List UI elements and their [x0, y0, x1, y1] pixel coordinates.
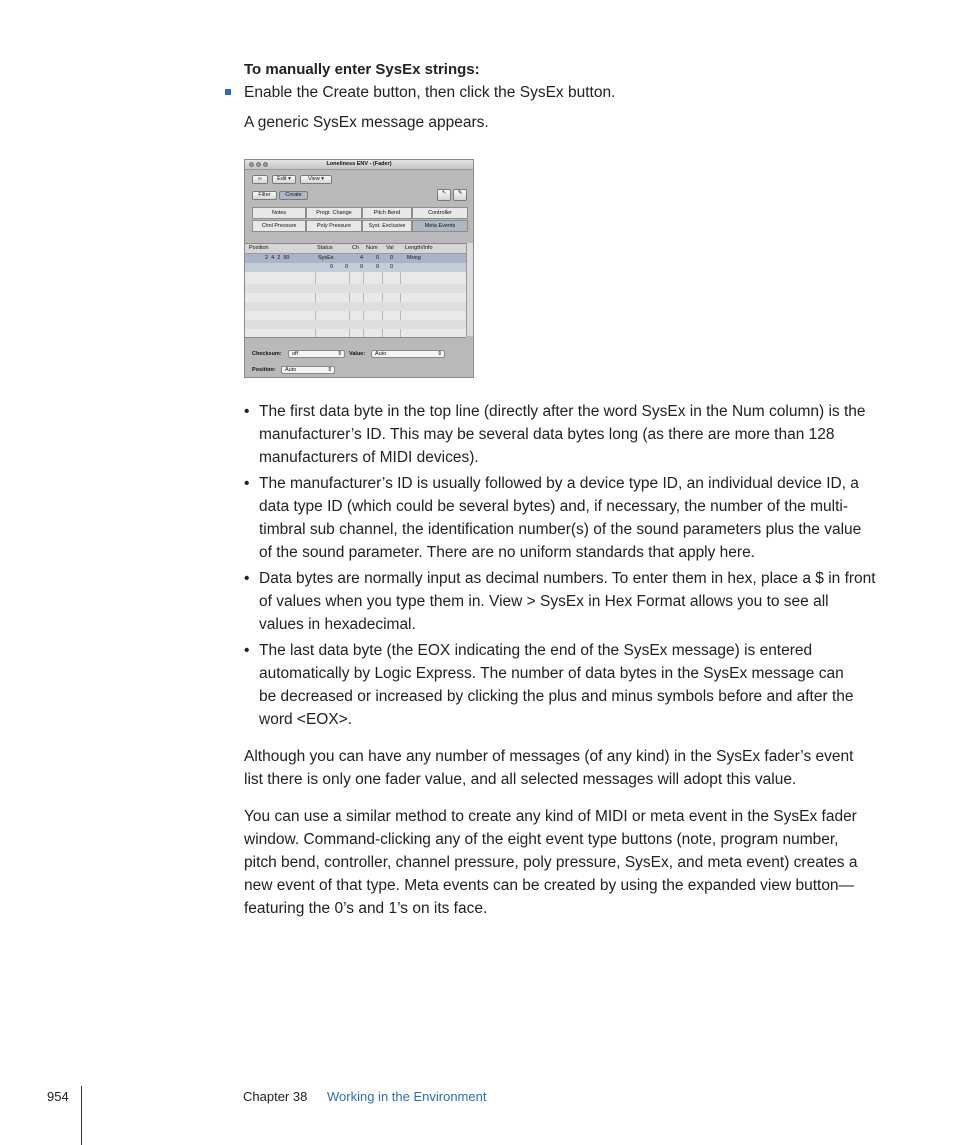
- checksum-select: off ⇕: [288, 350, 345, 358]
- square-bullet-icon: [225, 89, 231, 95]
- filter-button: Filter: [252, 191, 277, 200]
- bullet-dot: •: [244, 642, 250, 659]
- col-status: Status: [317, 245, 333, 251]
- link-icon: ∞: [252, 175, 268, 184]
- bullet-2: The manufacturer’s ID is usually followed by a device type ID, an individual device ID, a data type ID (which could be several bytes) and, if necessary, the number of the multi-timbral sub channel, the identification number(s) of the sound parameters plus the value of the sound parameter. There are no uniform standards that apply here.: [259, 475, 862, 561]
- event-list-header: [245, 244, 466, 254]
- program-change-button: Progr. Change: [306, 207, 362, 219]
- sysex-fader-window-screenshot: [244, 159, 474, 378]
- col-position: Position: [249, 245, 269, 251]
- meta-events-button: Meta Events: [412, 220, 468, 232]
- sysex-button: Syst. Exclusive: [362, 220, 412, 232]
- col-num: Num: [366, 245, 378, 251]
- pencil-tool-icon: ✎: [453, 189, 467, 201]
- edit-menu: Edit ▾: [272, 175, 296, 184]
- col-ch: Ch: [352, 245, 360, 251]
- window-title: Loneliness ENV - (Fader): [326, 161, 392, 167]
- list-scrollbar: [466, 243, 474, 336]
- create-button: Create: [279, 191, 308, 200]
- col-val: Val: [386, 245, 394, 251]
- bullet-1: The first data byte in the top line (directly after the word SysEx in the Num column) is the manufacturer’s ID. This may be several data bytes long (as there are more than 128 manufacturers of MIDI devices).: [259, 403, 866, 466]
- page-number: 954: [47, 1089, 69, 1104]
- position-label: Position:: [252, 367, 276, 373]
- window-titlebar: [245, 160, 473, 170]
- notes-button: Notes: [252, 207, 306, 219]
- view-menu: View ▾: [300, 175, 332, 184]
- paragraph-1: Although you can have any number of messages (of any kind) in the SysEx fader’s event list there is only one fader value, and all selected messages will adopt this value.: [244, 748, 854, 788]
- pitch-bend-button: Pitch Bend: [362, 207, 412, 219]
- bullet-dot: •: [244, 403, 250, 420]
- step-text: Enable the Create button, then click the SysEx button.: [244, 84, 616, 101]
- table-row: 0 0 0 0 0: [245, 263, 466, 272]
- bullet-3: Data bytes are normally input as decimal numbers. To enter them in hex, place a $ in front of values when you type them in. View > SysEx in Hex Format allows you to see all values in hexadecimal.: [259, 570, 876, 633]
- paragraph-2: You can use a similar method to create any kind of MIDI or meta event in the SysEx fader window. Command-clicking any of the eight event type buttons (note, program number, pitch bend, controller, channel pressure, poly pressure, SysEx, and meta event) creates a new event of that type. Meta events can be created by using the expanded view button—featuring the 0’s and 1’s on its face.: [244, 808, 858, 917]
- col-length-info: Length/Info: [405, 245, 433, 251]
- value-label: Value:: [349, 351, 366, 357]
- checksum-label: Checksum:: [252, 351, 282, 357]
- bullet-dot: •: [244, 475, 250, 492]
- controller-button: Controller: [412, 207, 468, 219]
- chapter-label: Chapter 38: [243, 1089, 308, 1104]
- bullet-4: The last data byte (the EOX indicating the end of the SysEx message) is entered automatically by Logic Express. The number of data bytes in the SysEx message can be decreased or increased by clicking the plus and minus symbols before and after the word <EOX>.: [259, 642, 854, 728]
- value-select: Auto ⇕: [371, 350, 445, 358]
- position-select: Auto ⇕: [281, 366, 335, 374]
- table-row: 2 4 2 90 SysEx 4 0 0 Moog: [245, 254, 466, 263]
- result-text: A generic SysEx message appears.: [244, 114, 489, 131]
- pointer-tool-icon: ↖: [437, 189, 451, 201]
- event-list: [245, 243, 466, 338]
- chapter-title-link[interactable]: Working in the Environment: [327, 1089, 487, 1104]
- channel-pressure-button: Chnl Pressure: [252, 220, 306, 232]
- poly-pressure-button: Poly Pressure: [306, 220, 362, 232]
- footer-divider: [81, 1086, 82, 1145]
- procedure-heading: To manually enter SysEx strings:: [244, 61, 480, 78]
- bullet-dot: •: [244, 570, 250, 587]
